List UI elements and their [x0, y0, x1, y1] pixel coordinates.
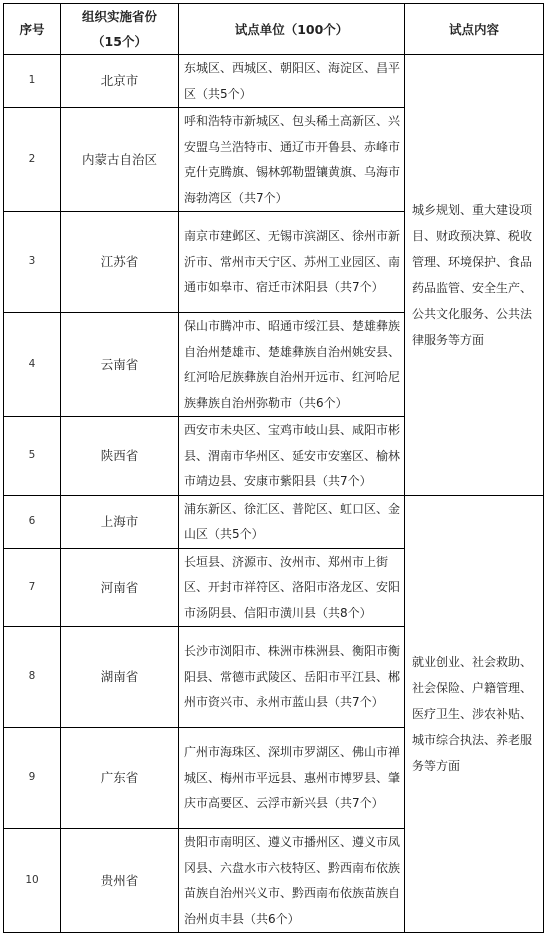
row-units: 长垣县、济源市、汝州市、郑州市上街区、开封市祥符区、洛阳市洛龙区、安阳市汤阴县、信阳市潢川县（共8个） — [179, 548, 405, 627]
row-units: 呼和浩特市新城区、包头稀土高新区、兴安盟乌兰浩特市、通辽市开鲁县、赤峰市克什克腾旗、锡林郭勒盟镶黄旗、乌海市海勃湾区（共7个） — [179, 108, 405, 212]
content-group-2: 就业创业、社会救助、社会保险、户籍管理、医疗卫生、涉农补贴、城市综合执法、养老服务等方面 — [405, 495, 544, 933]
row-province: 河南省 — [61, 548, 179, 627]
content-group-1: 城乡规划、重大建设项目、财政预决算、税收管理、环境保护、食品药品监管、安全生产、公共文化服务、公共法律服务等方面 — [405, 55, 544, 496]
row-province: 内蒙古自治区 — [61, 108, 179, 212]
header-province-title: 组织实施省份 — [81, 9, 157, 24]
row-units: 贵阳市南明区、遵义市播州区、遵义市凤冈县、六盘水市六枝特区、黔西南布依族苗族自治州兴义市、黔西南布依族苗族自治州贞丰县（共6个） — [179, 829, 405, 933]
header-province-count: （15个） — [92, 34, 147, 49]
pilot-table — [3, 3, 544, 933]
header-row — [4, 4, 544, 55]
row-units: 保山市腾冲市、昭通市绥江县、楚雄彝族自治州楚雄市、楚雄彝族自治州姚安县、红河哈尼族彝族自治州开远市、红河哈尼族彝族自治州弥勒市（共6个） — [179, 313, 405, 417]
row-number: 5 — [4, 417, 61, 496]
row-number: 1 — [4, 55, 61, 108]
row-province: 江苏省 — [61, 212, 179, 313]
row-number: 2 — [4, 108, 61, 212]
row-province: 湖南省 — [61, 627, 179, 728]
row-number: 8 — [4, 627, 61, 728]
row-province: 上海市 — [61, 495, 179, 548]
row-number: 4 — [4, 313, 61, 417]
row-number: 3 — [4, 212, 61, 313]
row-province: 云南省 — [61, 313, 179, 417]
row-units: 西安市未央区、宝鸡市岐山县、咸阳市彬县、渭南市华州区、延安市安塞区、榆林市靖边县、安康市紫阳县（共7个） — [179, 417, 405, 496]
row-province: 陕西省 — [61, 417, 179, 496]
row-number: 10 — [4, 829, 61, 933]
row-units: 长沙市浏阳市、株洲市株洲县、衡阳市衡阳县、常德市武陵区、岳阳市平江县、郴州市资兴市、永州市蓝山县（共7个） — [179, 627, 405, 728]
header-content: 试点内容 — [405, 4, 544, 55]
row-province: 北京市 — [61, 55, 179, 108]
header-units: 试点单位（100个） — [179, 4, 405, 55]
row-number: 9 — [4, 728, 61, 829]
table-row — [4, 55, 544, 108]
header-province — [61, 4, 179, 55]
row-units: 广州市海珠区、深圳市罗湖区、佛山市禅城区、梅州市平远县、惠州市博罗县、肇庆市高要区、云浮市新兴县（共7个） — [179, 728, 405, 829]
table-row — [4, 495, 544, 548]
row-province: 广东省 — [61, 728, 179, 829]
row-units: 南京市建邺区、无锡市滨湖区、徐州市新沂市、常州市天宁区、苏州工业园区、南通市如皋市、宿迁市沭阳县（共7个） — [179, 212, 405, 313]
row-number: 7 — [4, 548, 61, 627]
row-units: 浦东新区、徐汇区、普陀区、虹口区、金山区（共5个） — [179, 495, 405, 548]
row-units: 东城区、西城区、朝阳区、海淀区、昌平区（共5个） — [179, 55, 405, 108]
row-province: 贵州省 — [61, 829, 179, 933]
header-seq: 序号 — [4, 4, 61, 55]
row-number: 6 — [4, 495, 61, 548]
